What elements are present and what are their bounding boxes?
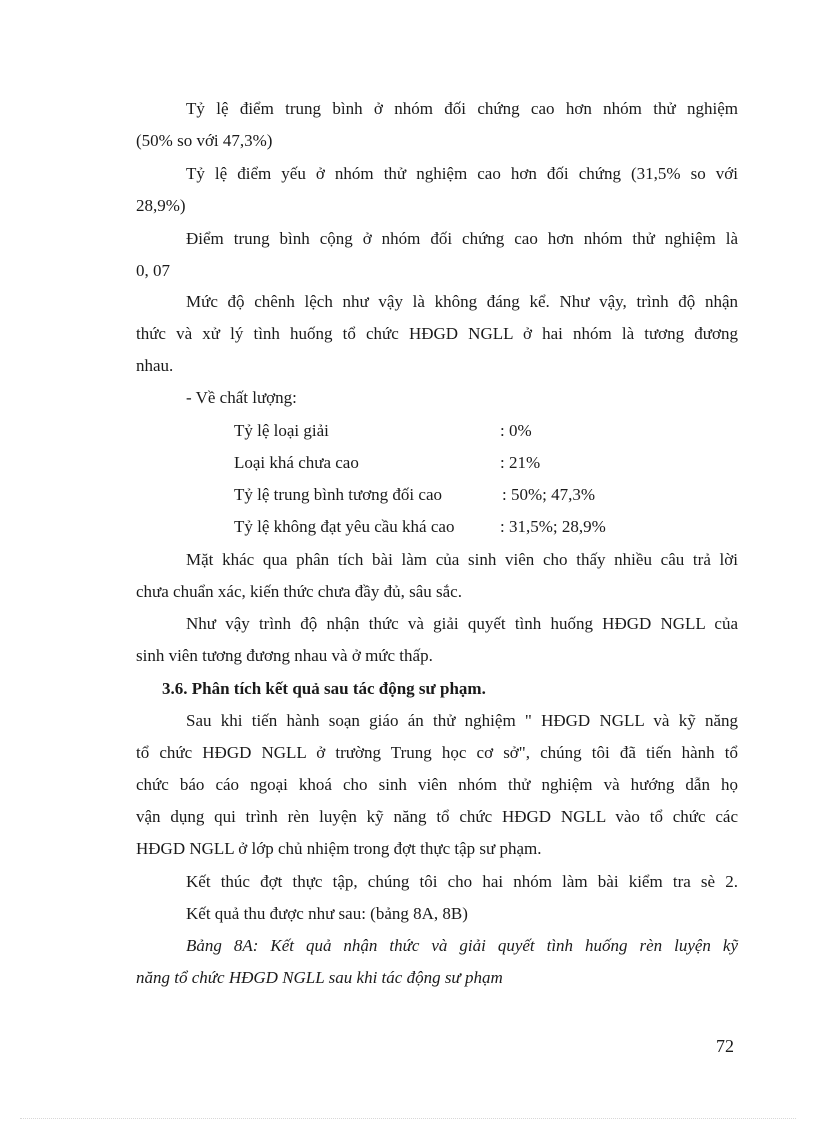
table-caption-line-2: năng tổ chức HĐGD NGLL sau khi tác động sư phạm [136, 968, 503, 987]
quality-item-1-value: : 0% [500, 421, 532, 440]
paragraph-8-line-2: Kết quả thu được như sau: (bảng 8A, 8B) [186, 904, 468, 923]
quality-item-4-value: : 31,5%; 28,9% [500, 517, 606, 536]
paragraph-4-line-2: thức và xử lý tình huống tổ chức HĐGD NGLL ở hai nhóm là tương đương [136, 324, 738, 343]
paragraph-2-line-2: 28,9%) [136, 196, 186, 215]
quality-item-2-label: Loại khá chưa cao [234, 453, 359, 472]
paragraph-6-line-2: sinh viên tương đương nhau và ở mức thấp. [136, 646, 433, 665]
paragraph-4-line-3: nhau. [136, 356, 174, 375]
paragraph-5-line-2: chưa chuẩn xác, kiến thức chưa đầy đủ, sâu sắc. [136, 582, 462, 601]
table-caption-line-1: Bảng 8A: Kết quả nhận thức và giải quyết tình huống rèn luyện kỹ [186, 936, 738, 955]
paragraph-2-line-1: Tỷ lệ điểm yếu ở nhóm thử nghiệm cao hơn đối chứng (31,5% so với [186, 164, 738, 183]
paragraph-1-line-1: Tỷ lệ điểm trung bình ở nhóm đối chứng cao hơn nhóm thử nghiệm [186, 99, 738, 118]
paragraph-7-line-4: vận dụng qui trình rèn luyện kỹ năng tổ chức HĐGD NGLL vào tổ chức các [136, 807, 738, 826]
quality-item-4-label: Tỷ lệ không đạt yêu cầu khá cao [234, 517, 455, 536]
quality-item-2-value: : 21% [500, 453, 541, 472]
paragraph-5-line-1: Mặt khác qua phân tích bài làm của sinh viên cho thấy nhiều câu trả lời [186, 550, 738, 569]
paragraph-7-line-3: chức báo cáo ngoại khoá cho sinh viên nhóm thử nghiệm và hướng dẫn họ [136, 775, 738, 794]
quality-item-3-label: Tỷ lệ trung bình tương đối cao [234, 485, 443, 504]
quality-item-3-value: : 50%; 47,3% [502, 485, 596, 504]
page-number: 72 [716, 1036, 734, 1056]
paragraph-3-line-2: 0, 07 [136, 261, 170, 280]
quality-heading: - Về chất lượng: [186, 388, 297, 407]
paragraph-7-line-2: tổ chức HĐGD NGLL ở trường Trung học cơ sở", chúng tôi đã tiến hành tổ [136, 743, 738, 762]
paragraph-6-line-1: Như vậy trình độ nhận thức và giải quyết tình huống HĐGD NGLL của [186, 614, 738, 633]
paragraph-8-line-1: Kết thúc đợt thực tập, chúng tôi cho hai nhóm làm bài kiểm tra sè 2. [186, 872, 738, 891]
paragraph-7-line-1: Sau khi tiến hành soạn giáo án thử nghiệm " HĐGD NGLL và kỹ năng [186, 711, 738, 730]
bottom-dotted-rule [20, 1118, 796, 1119]
paragraph-4-line-1: Mức độ chênh lệch như vậy là không đáng kể. Như vậy, trình độ nhận [186, 292, 738, 311]
quality-item-1-label: Tỷ lệ loại giải [234, 421, 329, 440]
paragraph-3-line-1: Điểm trung bình cộng ở nhóm đối chứng cao hơn nhóm thử nghiệm là [186, 229, 738, 248]
section-heading: 3.6. Phân tích kết quả sau tác động sư phạm. [162, 679, 486, 698]
paragraph-1-line-2: (50% so với 47,3%) [136, 131, 273, 150]
paragraph-7-line-5: HĐGD NGLL ở lớp chủ nhiệm trong đợt thực tập sư phạm. [136, 839, 542, 858]
